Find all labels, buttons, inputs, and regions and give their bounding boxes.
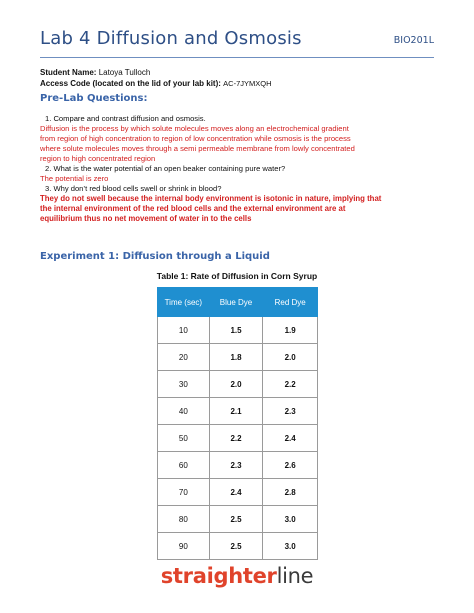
question-2: 2. What is the water potential of an open beaker containing pure water? <box>45 164 286 173</box>
student-name-line <box>40 67 272 78</box>
time-cell: 90 <box>158 533 210 560</box>
table-row <box>158 452 318 479</box>
table-row <box>158 344 318 371</box>
table-row <box>158 398 318 425</box>
red-dye-cell: 2.2 <box>263 371 318 398</box>
table-row <box>158 371 318 398</box>
time-cell: 50 <box>158 425 210 452</box>
blue-dye-cell: 2.1 <box>209 398 263 425</box>
access-code-label: Access Code (located on the lid of your lab kit): <box>40 79 221 88</box>
table-row <box>158 425 318 452</box>
red-dye-cell: 2.6 <box>263 452 318 479</box>
access-code-line <box>40 78 272 89</box>
red-dye-cell: 2.3 <box>263 398 318 425</box>
page-title: Lab 4 Diffusion and Osmosis <box>40 28 302 49</box>
blue-dye-cell: 2.2 <box>209 425 263 452</box>
student-name-value: Latoya Tulloch <box>98 68 151 77</box>
table-row <box>158 479 318 506</box>
table-header-row <box>158 288 318 317</box>
blue-dye-cell: 2.3 <box>209 452 263 479</box>
red-dye-cell: 3.0 <box>263 506 318 533</box>
table-row <box>158 506 318 533</box>
red-dye-cell: 1.9 <box>263 317 318 344</box>
answer-3-line-3: equilibrium thus no net movement of water in to the cells <box>40 214 252 223</box>
experiment-heading: Experiment 1: Diffusion through a Liquid <box>40 251 270 262</box>
time-cell: 40 <box>158 398 210 425</box>
header-red-dye: Red Dye <box>263 288 318 317</box>
red-dye-cell: 3.0 <box>263 533 318 560</box>
logo-part-straighter: straighter <box>160 564 277 588</box>
student-name-label: Student Name: <box>40 68 97 77</box>
question-1: 1. Compare and contrast diffusion and osmosis. <box>45 114 206 123</box>
time-cell: 60 <box>158 452 210 479</box>
answer-1-line-1: Diffusion is the process by which solute molecules moves along an electrochemical gradient <box>40 124 349 133</box>
blue-dye-cell: 2.0 <box>209 371 263 398</box>
logo-part-line: line <box>276 564 314 588</box>
diffusion-table <box>157 287 318 560</box>
time-cell: 10 <box>158 317 210 344</box>
blue-dye-cell: 2.4 <box>209 479 263 506</box>
student-info <box>40 67 272 89</box>
course-code: BIO201L <box>393 35 434 46</box>
time-cell: 20 <box>158 344 210 371</box>
answer-1-line-2: from region of high concentration to region of low concentration while osmosis is the process <box>40 134 351 143</box>
time-cell: 70 <box>158 479 210 506</box>
red-dye-cell: 2.8 <box>263 479 318 506</box>
document-header <box>40 28 434 58</box>
table-title: Table 1: Rate of Diffusion in Corn Syrup <box>156 271 318 281</box>
answer-1-line-4: region to high concentrated region <box>40 154 156 163</box>
time-cell: 80 <box>158 506 210 533</box>
red-dye-cell: 2.0 <box>263 344 318 371</box>
answer-3-line-1: They do not swell because the internal body environment is isotonic in nature, implying that <box>40 194 382 203</box>
header-time: Time (sec) <box>158 288 210 317</box>
blue-dye-cell: 1.5 <box>209 317 263 344</box>
prelab-questions <box>40 114 440 224</box>
blue-dye-cell: 1.8 <box>209 344 263 371</box>
table-row <box>158 533 318 560</box>
answer-1-line-3: where solute molecules moves through a semi permeable membrane from lowly concentrated <box>40 144 355 153</box>
blue-dye-cell: 2.5 <box>209 533 263 560</box>
header-blue-dye: Blue Dye <box>209 288 263 317</box>
answer-2: The potential is zero <box>40 174 109 183</box>
answer-3-line-2: the internal environment of the red blood cells and the external environment are at <box>40 204 346 213</box>
access-code-value: AC-7JYMXQH <box>223 79 272 88</box>
red-dye-cell: 2.4 <box>263 425 318 452</box>
blue-dye-cell: 2.5 <box>209 506 263 533</box>
prelab-heading: Pre-Lab Questions: <box>40 93 148 104</box>
table-row <box>158 317 318 344</box>
question-3: 3. Why don’t red blood cells swell or shrink in blood? <box>45 184 222 193</box>
time-cell: 30 <box>158 371 210 398</box>
straighterline-logo <box>0 564 474 588</box>
